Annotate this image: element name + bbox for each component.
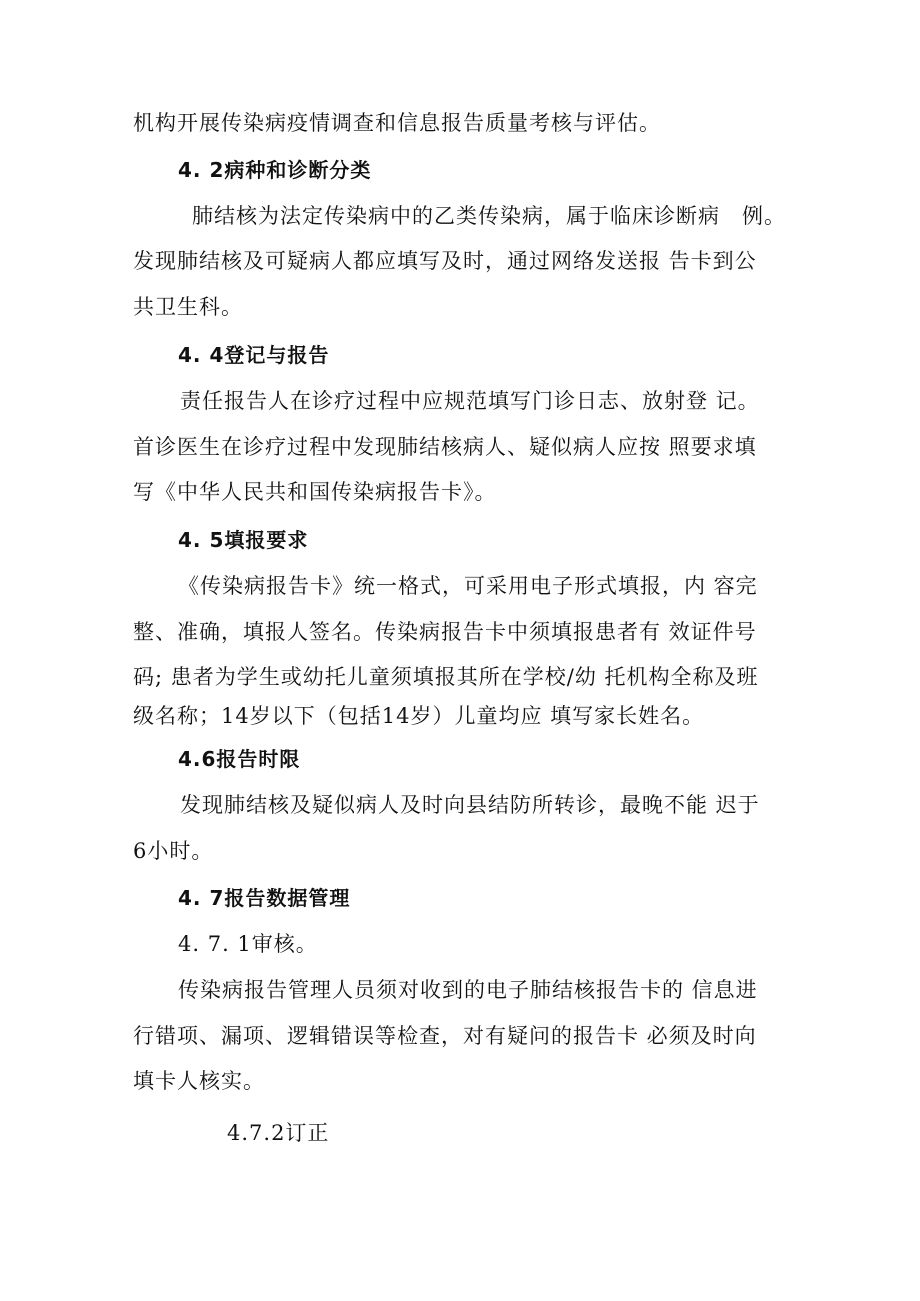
section-heading-4-2: 4. 2病种和诊断分类 [178, 158, 372, 182]
paragraph-line: 整、准确，填报人签名。传染病报告卡中须填报患者有 效证件号 [133, 620, 757, 644]
section-heading-4-5: 4. 5填报要求 [178, 528, 309, 552]
paragraph-line: 发现肺结核及可疑病人都应填写及时，通过网络发送报 告卡到公 [133, 249, 757, 273]
paragraph-line: 首诊医生在诊疗过程中发现肺结核病人、疑似病人应按 照要求填 [133, 435, 757, 459]
subsection-heading-4-7-1: 4. 7. 1审核。 [178, 932, 318, 956]
paragraph-line: 《传染病报告卡》统一格式，可采用电子形式填报，内 容完 [178, 574, 758, 598]
paragraph-line: 传染病报告管理人员须对收到的电子肺结核报告卡的 信息进 [178, 978, 758, 1002]
paragraph-line: 写《中华人民共和国传染病报告卡》。 [133, 480, 497, 504]
paragraph-line: 码; 患者为学生或幼托儿童须填报其所在学校/幼 托机构全称及班 [133, 665, 759, 689]
section-heading-4-7: 4. 7报告数据管理 [178, 886, 351, 910]
paragraph-line: 共卫生科。 [133, 295, 243, 319]
paragraph-line: 级名称；14岁以下（包括14岁）儿童均应 填写家长姓名。 [133, 704, 705, 728]
paragraph-line: 发现肺结核及疑似病人及时向县结防所转诊，最晚不能 迟于 [180, 793, 760, 817]
intro-line: 机构开展传染病疫情调查和信息报告质量考核与评估。 [133, 111, 661, 135]
paragraph-line: 6小时。 [133, 839, 214, 863]
subsection-heading-4-7-2: 4.7.2订正 [227, 1121, 330, 1145]
paragraph-line: 责任报告人在诊疗过程中应规范填写门诊日志、放射登 记。 [180, 389, 760, 413]
paragraph-line: 肺结核为法定传染病中的乙类传染病，属于临床诊断病 例。 [192, 204, 786, 228]
section-heading-4-4: 4. 4登记与报告 [178, 343, 330, 367]
paragraph-line: 填卡人核实。 [133, 1069, 265, 1093]
section-heading-4-6: 4.6报告时限 [178, 747, 301, 771]
paragraph-line: 行错项、漏项、逻辑错误等检查，对有疑问的报告卡 必须及时向 [133, 1024, 757, 1048]
